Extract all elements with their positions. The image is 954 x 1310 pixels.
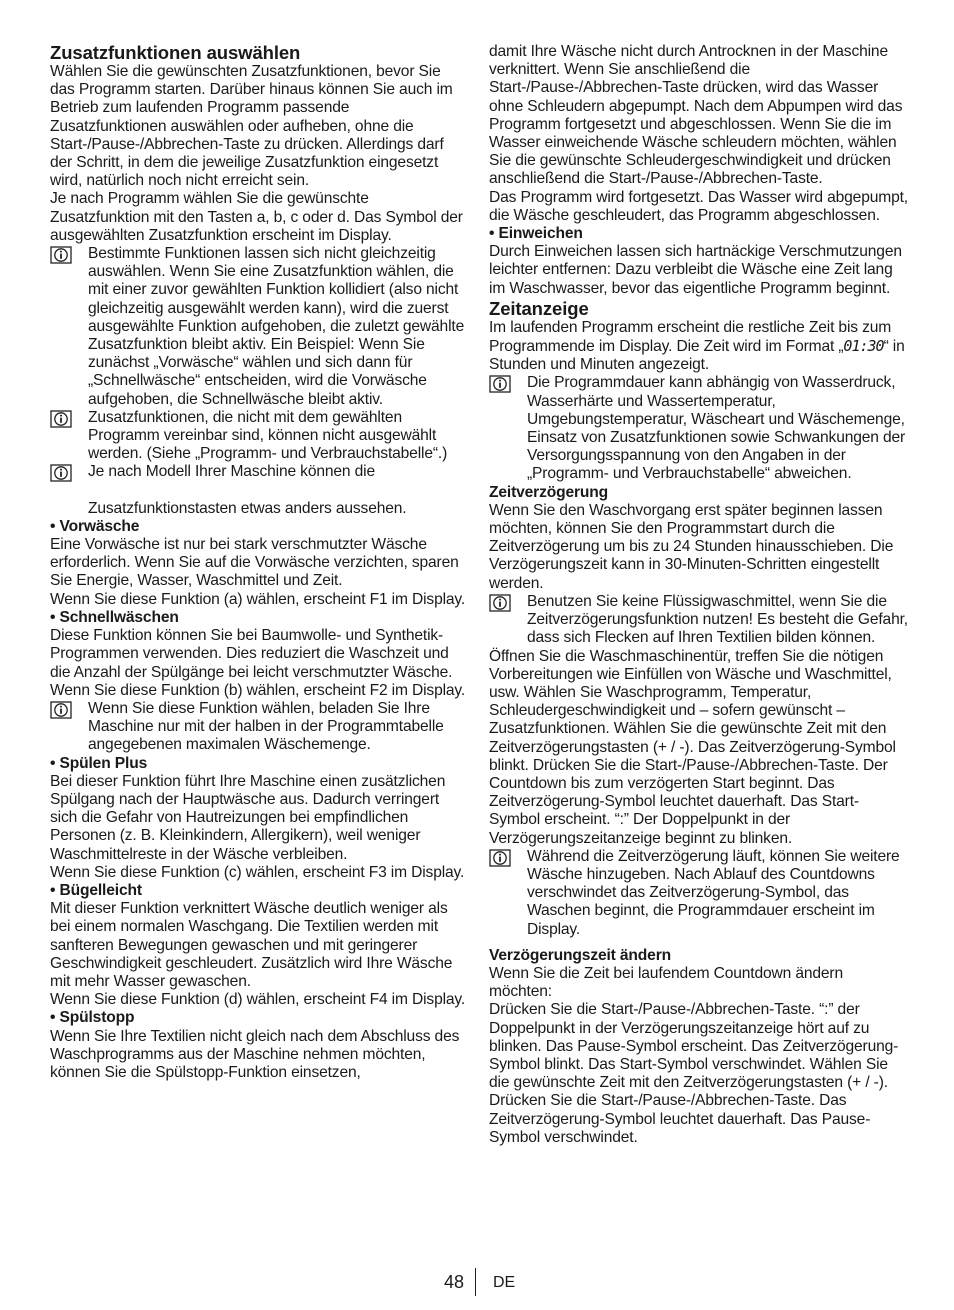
bullet-heading-spuelstopp: • Spülstopp [50, 1009, 135, 1027]
paragraph: Durch Einweichen lassen sich hartnäckige Verschmutzungen leichter entfernen: Dazu verbleibt die Wäsche eine Zeit lang im Waschwasser, bevor das eigentliche Programm beginnt. [489, 243, 902, 297]
footer-divider [475, 1268, 476, 1296]
bullet-heading-buegelleicht: • Bügelleicht [50, 881, 142, 899]
paragraph: Eine Vorwäsche ist nur bei stark verschmutzter Wäsche erforderlich. Wenn Sie auf die Vorwäsche verzichten, sparen Sie Energie, Wasser, Waschmittel und Zeit. [50, 536, 459, 590]
paragraph: Drücken Sie die Start-/Pause-/Abbrechen-Taste. “:” der Doppelpunkt in der Verzögerungszeitanzeige hört auf zu blinken. Das Pause-Symbol erscheint. Das Zeitverzögerung-Symbol blinkt. Das Start-Symbol verschwindet. Wählen Sie die gewünschte Zeit mit den Zeitverzögerungstasten (+ / -). Drücken Sie die Start-/Pause-/Abbrechen-Taste. Das Zeitverzögerung-Symbol leuchtet dauerhaft. Das Pause-Symbol verschwindet. [489, 1001, 899, 1146]
paragraph: Wenn Sie diese Funktion (c) wählen, erscheint F3 im Display. [50, 863, 465, 881]
paragraph: damit Ihre Wäsche nicht durch Antrocknen in der Maschine verknittert. Wenn Sie anschließend die Start-/Pause-/Abbrechen-Taste drücken, wird das Wasser ohne Schleudern abgepumpt. Nach dem Abpumpen wird das Programm fortgesetzt und abgeschlossen. Wenn Sie die im Wasser einweichende Wäsche schleudern möchten, wählen Sie die gewünschte Schleudergeschwindigkeit und drücken anschließend die Start-/Pause-/Abbrechen-Taste. [489, 43, 903, 188]
paragraph: Je nach Programm wählen Sie die gewünschte Zusatzfunktion mit den Tasten a, b, c oder d. Das Symbol der ausgewählten Zusatzfunktion erscheint im Display. [50, 190, 463, 244]
note-text: Benutzen Sie keine Flüssigwaschmittel, wenn Sie die Zeitverzögerungsfunktion nutzen! Es besteht die Gefahr, dass sich Flecken auf Ihren Textilien bilden können. [527, 592, 908, 647]
page-number: 48 [444, 1272, 465, 1292]
info-icon [489, 849, 511, 867]
lcd-time-format: 01:30 [843, 337, 884, 356]
note-text: Bestimmte Funktionen lassen sich nicht gleichzeitig auswählen. Wenn Sie eine Zusatzfunktion wählen, die mit einer zuvor gewählten Funktion kollidiert (also nicht gleichzeitig ausgewählt werden kann), wird die zuerst ausgewählte Funktion aufgehoben, die zuletzt gewählte Zusatzfunktion bleibt aktiv. Ein Beispiel: Wenn Sie zunächst „Vorwäsche“ wählen und sich dann für „Schnellwäsche“ entscheiden, wird die Vorwäsche aufgehoben, die Schnellwäsche bleibt aktiv. [88, 245, 465, 408]
section-heading-zusatzfunktionen: Zusatzfunktionen auswählen [50, 42, 301, 63]
info-note [50, 245, 468, 409]
note-text: Die Programmdauer kann abhängig von Wasserdruck, Wasserhärte und Wassertemperatur, Umgebungstemperatur, Wäscheart und Wäschemenge, Einsatz von Zusatzfunktionen sowie Schwankungen der Versorgungsspannung von den Angaben in der „Programm- und Verbrauchstabelle“ abweichen. [527, 374, 906, 483]
info-note [50, 409, 468, 464]
info-icon [50, 464, 72, 482]
paragraph: Diese Funktion können Sie bei Baumwolle- und Synthetik-Programmen verwenden. Dies reduziert die Waschzeit und die Anzahl der Spülgänge bei leicht verschmutzter Wäsche. [50, 627, 453, 681]
bullet-heading-schnellwaeschen: • Schnellwäschen [50, 608, 179, 626]
paragraph [489, 319, 909, 375]
info-icon [489, 594, 511, 612]
paragraph: Bei dieser Funktion führt Ihre Maschine einen zusätzlichen Spülgang nach der Hauptwäsche aus. Dadurch verringert sich die Gefahr von Hautreizungen bei empfindlichen Personen (z. B. Kleinkindern, Allergikern), weil weniger Waschmittelreste in der Wäsche verbleiben. [50, 772, 446, 863]
info-note [489, 593, 909, 648]
right-column [489, 43, 909, 1147]
info-icon [489, 375, 511, 393]
left-column [50, 42, 468, 1082]
info-icon [50, 701, 72, 719]
subheading-zeitverzoegerung: Zeitverzögerung [489, 483, 609, 501]
info-icon [50, 246, 72, 264]
paragraph: Wenn Sie diese Funktion (a) wählen, erscheint F1 im Display. [50, 590, 466, 608]
text-fragment: “ in Stunden und Minuten angezeigt. [489, 338, 905, 374]
paragraph: Wenn Sie diese Funktion (d) wählen, erscheint F4 im Display. [50, 991, 466, 1009]
paragraph: Wenn Sie den Waschvorgang erst später beginnen lassen möchten, können Sie den Programmstart durch die Zeitverzögerung um bis zu 24 Stunden hinausschieben. Die Verzögerungszeit kann in 30-Minuten-Schritten eingestellt werden. [489, 501, 894, 592]
info-note [489, 848, 909, 939]
paragraph: Wählen Sie die gewünschten Zusatzfunktionen, bevor Sie das Programm starten. Darüber hinaus können Sie auch im Betrieb zum laufenden Programm passende Zusatzfunktionen auswählen oder aufheben, ohne die Start-/Pause-/Abbrechen-Taste zu drücken. Allerdings darf der Schritt, in dem die jeweilige Zusatzfunktion eingesetzt wird, natürlich noch nicht erreicht sein. [50, 63, 453, 190]
page-footer [0, 1272, 954, 1302]
bullet-heading-vorwaesche: • Vorwäsche [50, 517, 140, 535]
section-heading-zeitanzeige: Zeitanzeige [489, 297, 589, 319]
note-text: Wenn Sie diese Funktion wählen, beladen Sie Ihre Maschine nur mit der halben in der Programmtabelle angegebenen maximalen Wäschemenge. [88, 699, 444, 754]
language-code: DE [493, 1274, 516, 1291]
paragraph: Mit dieser Funktion verknittert Wäsche deutlich weniger als bei einem normalen Waschgang. Die Textilien werden mit sanfteren Bewegungen gewaschen und mit geringerer Geschwindigkeit geschleudert. Zusätzlich wird Ihre Wäsche mit mehr Wasser gewaschen. [50, 900, 453, 990]
paragraph: Wenn Sie diese Funktion (b) wählen, erscheint F2 im Display. [50, 681, 466, 699]
paragraph: Wenn Sie Ihre Textilien nicht gleich nach dem Abschluss des Waschprogramms aus der Maschine nehmen möchten, können Sie die Spülstopp-Funktion einsetzen, [50, 1027, 460, 1081]
paragraph: Öffnen Sie die Waschmaschinentür, treffen Sie die nötigen Vorbereitungen wie Einfüllen von Wäsche und Waschmittel, usw. Wählen Sie Waschprogramm, Temperatur, Schleudergeschwindigkeit und – sofern gewünscht – Zusatzfunktionen. Wählen Sie die gewünschte Zeit mit den Zeitverzögerungstasten (+ / -). Das Zeitverzögerung-Symbol blinkt. Drücken Sie die Start-/Pause-/Abbrechen-Taste. Der Countdown bis zum verzögerten Start beginnt. Das Zeitverzögerung-Symbol leuchtet dauerhaft. Das Start-Symbol erscheint. “:” Der Doppelpunkt in der Verzögerungszeitanzeige beginnt zu blinken. [489, 647, 896, 847]
text-fragment: Im laufenden Programm erscheint die restliche Zeit bis zum Programmende im Display. Die Zeit wird im Format „ [489, 318, 892, 356]
paragraph: Wenn Sie die Zeit bei laufendem Countdown ändern möchten: [489, 964, 843, 1001]
note-text: Zusatzfunktionen, die nicht mit dem gewählten Programm vereinbar sind, können nicht ausgewählt werden. (Siehe „Programm- und Verbrauchstabelle“.) [88, 408, 448, 463]
info-note [50, 463, 468, 517]
note-text: Während die Zeitverzögerung läuft, können Sie weitere Wäsche hinzugeben. Nach Ablauf des Countdowns verschwindet das Zeitverzögerung-Symbol, das Waschen beginnt, die Programmdauer erscheint im Display. [527, 847, 900, 938]
note-text: Je nach Modell Ihrer Maschine können die [88, 463, 375, 481]
bullet-heading-spuelen-plus: • Spülen Plus [50, 754, 148, 772]
info-icon [50, 410, 72, 428]
subheading-verzoegerungszeit-aendern: Verzögerungszeit ändern [489, 946, 671, 964]
info-note [489, 374, 909, 483]
info-note [50, 700, 468, 755]
paragraph: Das Programm wird fortgesetzt. Das Wasser wird abgepumpt, die Wäsche geschleudert, das Programm abgeschlossen. [489, 188, 908, 224]
note-text: Zusatzfunktionstasten etwas anders aussehen. [88, 499, 407, 517]
bullet-heading-einweichen: • Einweichen [489, 225, 583, 243]
